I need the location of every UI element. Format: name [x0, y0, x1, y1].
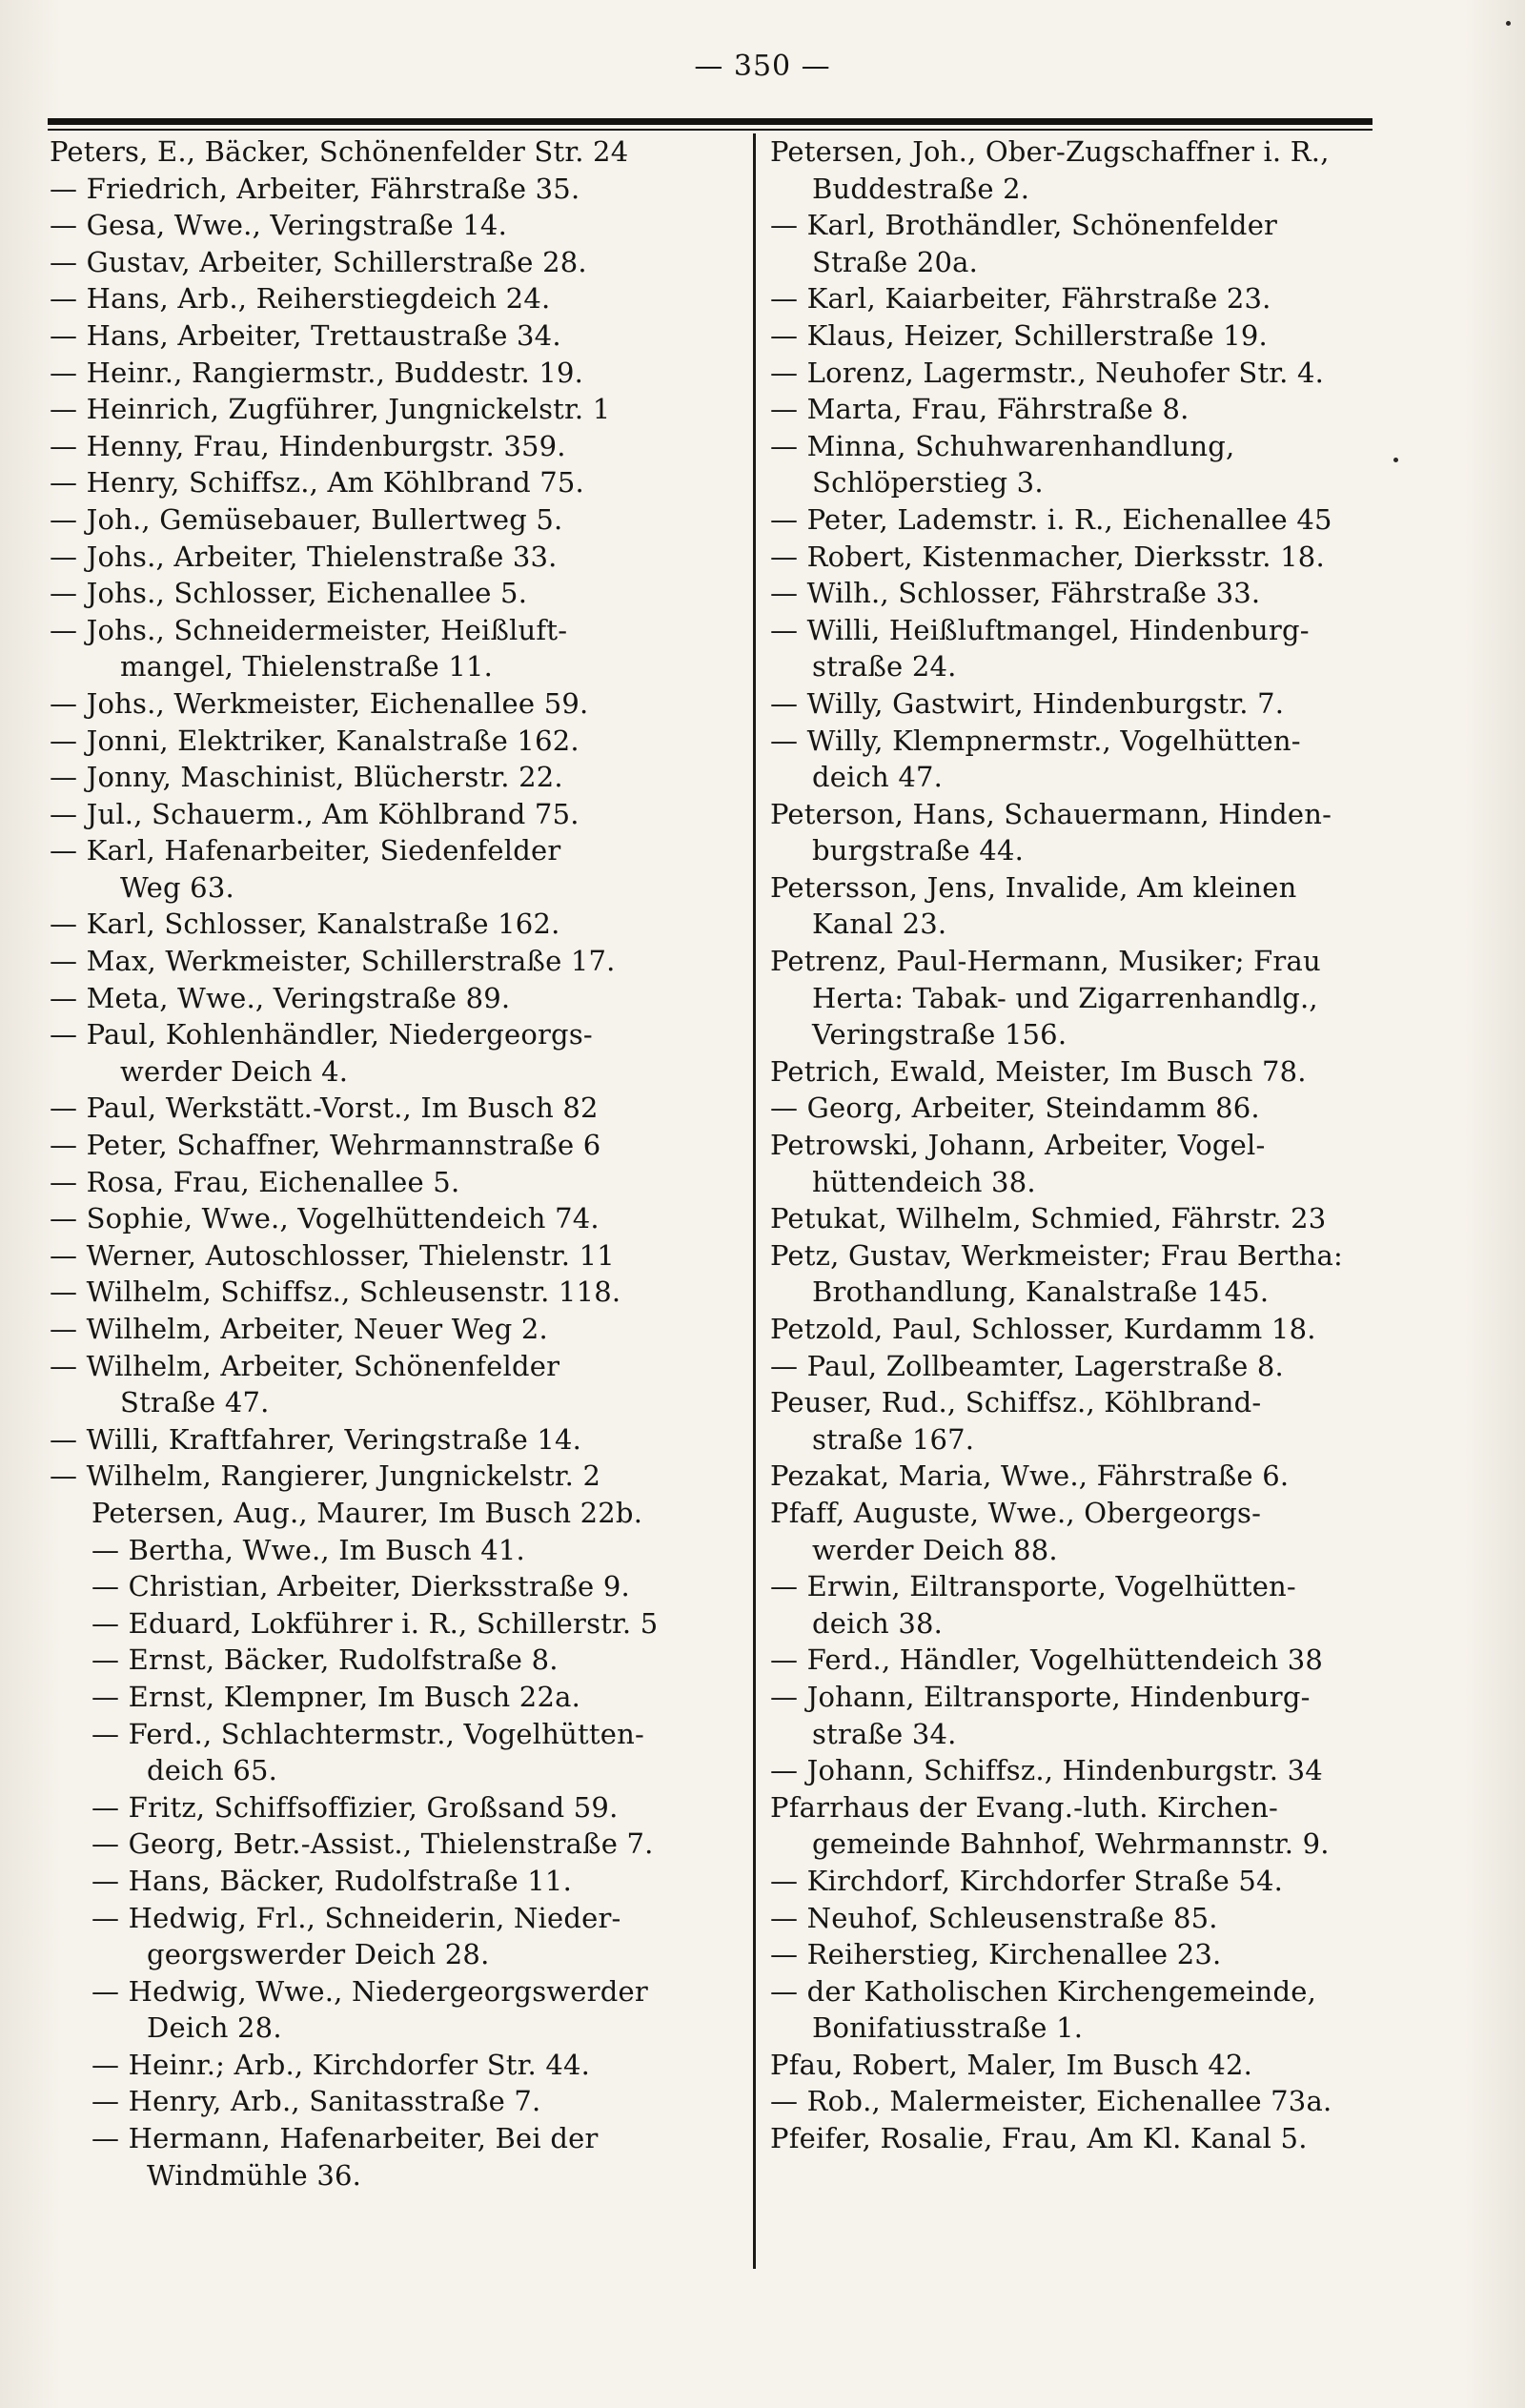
directory-entry-line: — Neuhof, Schleusenstraße 85. [770, 1901, 1218, 1934]
directory-entry-line: — Hermann, Hafenarbeiter, Bei der [92, 2122, 599, 2155]
directory-entry-line: Petrowski, Johann, Arbeiter, Vogel- [770, 1129, 1266, 1162]
directory-entry-line: Peters, E., Bäcker, Schönenfelder Str. 24 [50, 135, 629, 168]
directory-entry-line: Schlöperstieg 3. [812, 466, 1044, 500]
directory-entry-line: — Reiherstieg, Kirchenallee 23. [770, 1938, 1222, 1971]
directory-entry-line: — Wilh., Schlosser, Fährstraße 33. [770, 577, 1261, 610]
directory-entry-line: Straße 47. [120, 1386, 270, 1419]
directory-entry-line: — der Katholischen Kirchengemeinde, [770, 1974, 1317, 2008]
left-column [50, 133, 745, 2194]
directory-entry-line: — Henry, Arb., Sanitasstraße 7. [92, 2085, 541, 2118]
paper-speck [1506, 21, 1511, 26]
directory-entry-line: — Hans, Arb., Reiherstiegdeich 24. [50, 282, 551, 316]
directory-entry-line: — Karl, Schlosser, Kanalstraße 162. [50, 908, 560, 941]
directory-entry-line: — Georg, Betr.-Assist., Thielenstraße 7. [92, 1827, 654, 1861]
directory-entry-line: — Ernst, Bäcker, Rudolfstraße 8. [92, 1643, 559, 1677]
directory-entry-line: — Rosa, Frau, Eichenallee 5. [50, 1165, 460, 1198]
directory-entry-line: Petersen, Aug., Maurer, Im Busch 22b. [92, 1496, 643, 1529]
directory-entry-line: — Joh., Gemüsebauer, Bullertweg 5. [50, 502, 563, 536]
directory-entry-line: — Friedrich, Arbeiter, Fährstraße 35. [50, 172, 580, 205]
directory-entry-line: — Wilhelm, Arbeiter, Neuer Weg 2. [50, 1313, 548, 1345]
directory-entry-line: — Marta, Frau, Fährstraße 8. [770, 393, 1190, 426]
directory-entry-line: — Johs., Schlosser, Eichenallee 5. [50, 577, 528, 610]
directory-entry-line: Petzold, Paul, Schlosser, Kurdamm 18. [770, 1313, 1316, 1345]
column-divider [753, 133, 756, 2269]
directory-entry-line: Petrich, Ewald, Meister, Im Busch 78. [770, 1054, 1307, 1088]
directory-entry-line: Herta: Tabak- und Zigarrenhandlg., [812, 981, 1318, 1014]
directory-entry-line: Petersson, Jens, Invalide, Am kleinen [770, 870, 1297, 904]
directory-entry-line: straße 24. [812, 650, 957, 684]
directory-entry-line: Petz, Gustav, Werkmeister; Frau Bertha: [770, 1238, 1344, 1272]
directory-entry-line: Petrenz, Paul-Hermann, Musiker; Frau [770, 945, 1321, 978]
directory-entry-line: Petersen, Joh., Ober-Zugschaffner i. R., [770, 135, 1330, 168]
directory-entry-line: — Hans, Arbeiter, Trettaustraße 34. [50, 318, 561, 352]
directory-entry-line: deich 38. [812, 1606, 944, 1640]
directory-entry-line: werder Deich 4. [120, 1054, 349, 1088]
directory-entry-line: — Kirchdorf, Kirchdorfer Straße 54. [770, 1864, 1284, 1897]
directory-entry-line: Buddestraße 2. [812, 172, 1030, 205]
directory-entry-line: — Ernst, Klempner, Im Busch 22a. [92, 1680, 581, 1713]
directory-entry-line: — Willi, Heißluftmangel, Hindenburg- [770, 613, 1310, 646]
directory-entry-line: — Gesa, Wwe., Veringstraße 14. [50, 209, 507, 242]
directory-entry-line: Pfaff, Auguste, Wwe., Obergeorgs- [770, 1496, 1262, 1529]
directory-entry-line: — Gustav, Arbeiter, Schillerstraße 28. [50, 245, 587, 278]
directory-entry-line: Pfau, Robert, Maler, Im Busch 42. [770, 2048, 1253, 2081]
directory-entry-line: — Rob., Malermeister, Eichenallee 73a. [770, 2085, 1332, 2118]
directory-entry-line: hüttendeich 38. [812, 1165, 1036, 1198]
directory-entry-line: — Heinrich, Zugführer, Jungnickelstr. 1 [50, 393, 611, 426]
directory-entry-line: — Johann, Schiffsz., Hindenburgstr. 34 [770, 1754, 1323, 1787]
directory-entry-line: — Paul, Kohlenhändler, Niedergeorgs- [50, 1018, 593, 1051]
directory-entry-line: deich 47. [812, 761, 944, 794]
directory-entry-line: Deich 28. [147, 2011, 282, 2045]
directory-entry-line: Veringstraße 156. [812, 1018, 1068, 1051]
directory-entry-line: Peterson, Hans, Schauermann, Hinden- [770, 797, 1332, 830]
directory-entry-line: georgswerder Deich 28. [147, 1938, 490, 1971]
directory-entry-line: werder Deich 88. [812, 1533, 1058, 1566]
directory-entry-line: — Lorenz, Lagermstr., Neuhofer Str. 4. [770, 356, 1325, 389]
directory-entry-line: — Hedwig, Wwe., Niedergeorgswerder [92, 1974, 648, 2008]
directory-entry-line: — Heinr.; Arb., Kirchdorfer Str. 44. [92, 2048, 591, 2081]
directory-entry-line: Bonifatiusstraße 1. [812, 2011, 1084, 2045]
directory-entry-line: — Karl, Hafenarbeiter, Siedenfelder [50, 834, 561, 867]
directory-entry-line: Petukat, Wilhelm, Schmied, Fährstr. 23 [770, 1202, 1327, 1235]
directory-entry-line: — Peter, Schaffner, Wehrmannstraße 6 [50, 1129, 601, 1162]
directory-entry-line: — Robert, Kistenmacher, Dierksstr. 18. [770, 540, 1325, 573]
directory-entry-line: Weg 63. [120, 870, 234, 904]
header-rule-thick [48, 118, 1372, 125]
directory-entry-line: — Ferd., Händler, Vogelhüttendeich 38 [770, 1643, 1324, 1677]
directory-entry-line: — Karl, Brothändler, Schönenfelder [770, 209, 1278, 242]
directory-entry-line: — Karl, Kaiarbeiter, Fährstraße 23. [770, 282, 1271, 316]
directory-entry-line: — Sophie, Wwe., Vogelhüttendeich 74. [50, 1202, 600, 1235]
directory-entry-line: — Minna, Schuhwarenhandlung, [770, 429, 1235, 462]
directory-entry-line: — Willy, Klempnermstr., Vogelhütten- [770, 724, 1301, 757]
right-column [770, 133, 1475, 2157]
directory-entry-line: — Henry, Schiffsz., Am Köhlbrand 75. [50, 466, 584, 500]
directory-entry-line: — Jul., Schauerm., Am Köhlbrand 75. [50, 797, 580, 830]
directory-entry-line: — Werner, Autoschlosser, Thielenstr. 11 [50, 1238, 615, 1272]
directory-entry-line: — Georg, Arbeiter, Steindamm 86. [770, 1092, 1260, 1125]
directory-entry-line: — Fritz, Schiffsoffizier, Großsand 59. [92, 1790, 619, 1824]
directory-entry-line: Pezakat, Maria, Wwe., Fährstraße 6. [770, 1459, 1290, 1493]
directory-entry-line: — Johs., Arbeiter, Thielenstraße 33. [50, 540, 558, 573]
directory-entry-line: Pfeifer, Rosalie, Frau, Am Kl. Kanal 5. [770, 2122, 1308, 2155]
directory-entry-line: burgstraße 44. [812, 834, 1025, 867]
directory-entry-line: gemeinde Bahnhof, Wehrmannstr. 9. [812, 1827, 1330, 1861]
directory-entry-line: deich 65. [147, 1754, 278, 1787]
directory-entry-line: — Paul, Zollbeamter, Lagerstraße 8. [770, 1349, 1284, 1382]
directory-entry-line: — Wilhelm, Arbeiter, Schönenfelder [50, 1349, 560, 1382]
directory-entry-line: — Wilhelm, Schiffsz., Schleusenstr. 118. [50, 1275, 621, 1309]
directory-entry-line: — Johann, Eiltransporte, Hindenburg- [770, 1680, 1311, 1713]
directory-entry-line: — Meta, Wwe., Veringstraße 89. [50, 981, 511, 1014]
directory-entry-line: — Bertha, Wwe., Im Busch 41. [92, 1533, 525, 1566]
directory-entry-line: — Johs., Schneidermeister, Heißluft- [50, 613, 568, 646]
directory-entry-line: — Peter, Lademstr. i. R., Eichenallee 45 [770, 502, 1332, 536]
directory-entry-line: — Henny, Frau, Hindenburgstr. 359. [50, 429, 566, 462]
header-rule-thin [48, 129, 1372, 131]
directory-entry-line: Windmühle 36. [147, 2158, 362, 2192]
directory-entry-line: — Willi, Kraftfahrer, Veringstraße 14. [50, 1422, 582, 1456]
directory-entry-line: — Jonny, Maschinist, Blücherstr. 22. [50, 761, 563, 794]
directory-entry-line: Straße 20a. [812, 245, 979, 278]
directory-entry-line: — Hans, Bäcker, Rudolfstraße 11. [92, 1864, 572, 1897]
directory-entry-line: — Heinr., Rangiermstr., Buddestr. 19. [50, 356, 584, 389]
directory-entry-line: straße 34. [812, 1717, 957, 1750]
directory-entry-line: — Wilhelm, Rangierer, Jungnickelstr. 2 [50, 1459, 601, 1493]
directory-entry-line: Peuser, Rud., Schiffsz., Köhlbrand- [770, 1386, 1262, 1419]
directory-entry-line: straße 167. [812, 1422, 975, 1456]
directory-entry-line: — Ferd., Schlachtermstr., Vogelhütten- [92, 1717, 644, 1750]
directory-entry-line: — Erwin, Eiltransporte, Vogelhütten- [770, 1570, 1296, 1603]
directory-entry-line: — Willy, Gastwirt, Hindenburgstr. 7. [770, 686, 1285, 720]
directory-entry-line: mangel, Thielenstraße 11. [120, 650, 494, 684]
directory-entry-line: Pfarrhaus der Evang.-luth. Kirchen- [770, 1790, 1278, 1824]
directory-entry-line: — Eduard, Lokführer i. R., Schillerstr. 5 [92, 1606, 659, 1640]
directory-entry-line: — Christian, Arbeiter, Dierksstraße 9. [92, 1570, 630, 1603]
directory-entry-line: — Hedwig, Frl., Schneiderin, Nieder- [92, 1901, 621, 1934]
page-number: — 350 — [694, 50, 831, 83]
directory-entry-line: Kanal 23. [812, 908, 947, 941]
paper-speck [1393, 458, 1398, 462]
directory-entry-line: — Jonni, Elektriker, Kanalstraße 162. [50, 724, 580, 757]
directory-entry-line: — Johs., Werkmeister, Eichenallee 59. [50, 686, 589, 720]
directory-entry-line: — Paul, Werkstätt.-Vorst., Im Busch 82 [50, 1092, 599, 1125]
directory-entry-line: — Klaus, Heizer, Schillerstraße 19. [770, 318, 1268, 352]
directory-entry-line: Brothandlung, Kanalstraße 145. [812, 1275, 1270, 1309]
directory-entry-line: — Max, Werkmeister, Schillerstraße 17. [50, 945, 616, 978]
